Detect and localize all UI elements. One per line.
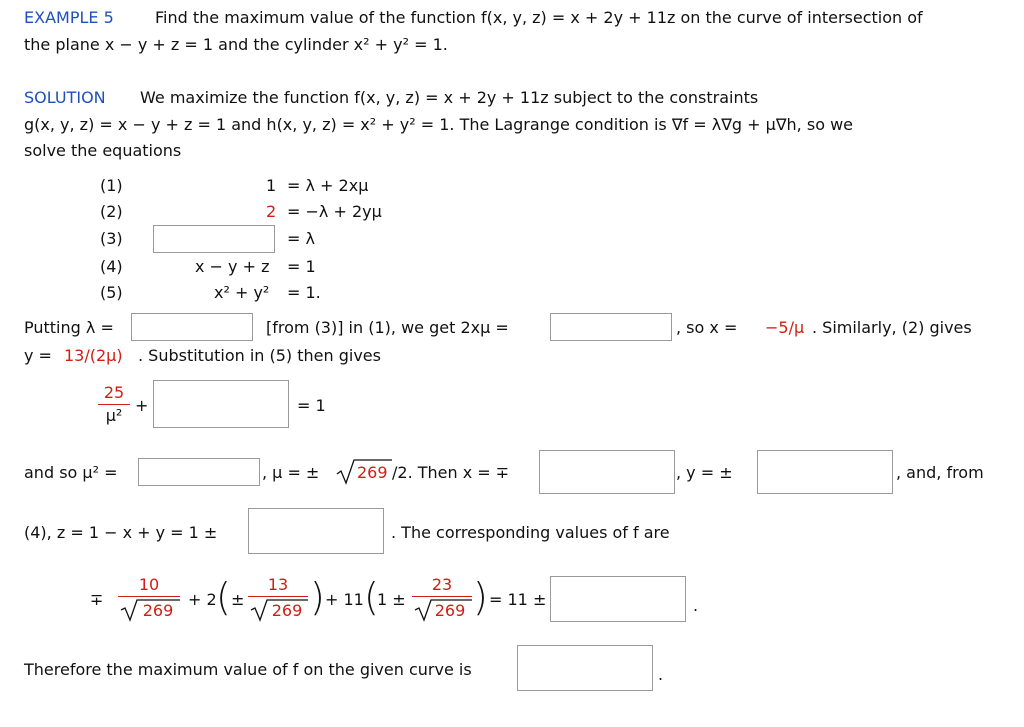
fexpr-plus2: + 2 (188, 590, 217, 609)
answer-box-substitution[interactable] (153, 380, 289, 428)
eq-rhs-2: = −λ + 2yμ (287, 202, 382, 221)
sub-plus: + (135, 396, 149, 415)
x-value: −5/μ (765, 318, 805, 337)
sub-frac-num: 25 (103, 383, 125, 402)
andso-prefix: and so μ² = (24, 463, 118, 482)
eq-num-5: (5) (100, 283, 123, 302)
sub-eq: = 1 (297, 396, 326, 415)
eq-rhs-4: = 1 (287, 257, 316, 276)
f3-den: 269 (434, 601, 466, 620)
answer-box-eq3[interactable] (153, 225, 275, 253)
f2-bar (248, 596, 308, 597)
eq-lhs-2: 2 (266, 202, 277, 221)
y-prefix: y = (24, 346, 52, 365)
final-text: Therefore the maximum value of f on the given curve is (24, 660, 472, 679)
solution-line-1: We maximize the function f(x, y, z) = x + 2y + 11z subject to the constraints (140, 88, 759, 107)
answer-box-final[interactable] (517, 645, 653, 691)
f2-num: 13 (267, 575, 289, 594)
eq-lhs-5: x² + y² (214, 283, 270, 302)
problem-line-2: the plane x − y + z = 1 and the cylinder x² + y² = 1. (24, 35, 448, 54)
f2-den: 269 (271, 601, 303, 620)
example-label: EXAMPLE 5 (24, 8, 114, 27)
sqrt-arg: 269 (357, 463, 388, 482)
eq-num-1: (1) (100, 176, 123, 195)
z-prefix: (4), z = 1 − x + y = 1 ± (24, 523, 218, 542)
fexpr-result: = 11 ± (489, 590, 547, 609)
answer-box-z[interactable] (248, 508, 384, 554)
z-suffix: . The corresponding values of f are (391, 523, 670, 542)
eq-num-4: (4) (100, 257, 123, 276)
fexpr-sign1: ∓ (90, 590, 104, 609)
fexpr-one-pm: 1 ± (377, 590, 406, 609)
f1-bar (118, 596, 180, 597)
eq-rhs-3: = λ (287, 229, 315, 248)
eq-lhs-4: x − y + z (195, 257, 270, 276)
andso-tail: , and, from (896, 463, 984, 482)
putting-after-x: . Similarly, (2) gives (812, 318, 972, 337)
y-value: 13/(2μ) (64, 346, 123, 365)
putting-suffix: , so x = (676, 318, 738, 337)
final-period: . (658, 665, 664, 684)
sub-frac-bar (98, 404, 130, 405)
eq-num-2: (2) (100, 202, 123, 221)
answer-box-2xmu[interactable] (550, 313, 672, 341)
putting-prefix: Putting λ = (24, 318, 114, 337)
f3-bar (412, 596, 472, 597)
f1-num: 10 (138, 575, 160, 594)
andso-mu: , μ = ± (262, 463, 320, 482)
y-suffix: . Substitution in (5) then gives (138, 346, 381, 365)
eq-num-3: (3) (100, 229, 123, 248)
right-paren-2: ) (473, 575, 488, 619)
eq-lhs-1: 1 (266, 176, 277, 195)
left-paren-2: ( (364, 575, 379, 619)
andso-mu-tail: /2. Then x = ∓ (392, 463, 510, 482)
putting-mid: [from (3)] in (1), we get 2xμ = (266, 318, 509, 337)
andso-y: , y = ± (676, 463, 733, 482)
answer-box-lambda[interactable] (131, 313, 253, 341)
solution-line-3: solve the equations (24, 141, 182, 160)
solution-line-2: g(x, y, z) = x − y + z = 1 and h(x, y, z) = x² + y² = 1. The Lagrange condition is ∇f = λ∇g + μ∇h, so we (24, 115, 853, 134)
answer-box-mu2[interactable] (138, 458, 260, 486)
answer-box-x[interactable] (539, 450, 675, 494)
eq-rhs-5: = 1. (287, 283, 321, 302)
problem-line-1: Find the maximum value of the function f(x, y, z) = x + 2y + 11z on the curve of intersection of (155, 8, 923, 27)
right-paren-1: ) (310, 575, 325, 619)
answer-box-y[interactable] (757, 450, 893, 494)
solution-label: SOLUTION (24, 88, 106, 107)
answer-box-f[interactable] (550, 576, 686, 622)
eq-rhs-1: = λ + 2xμ (287, 176, 369, 195)
fexpr-period: . (693, 596, 699, 615)
fexpr-plus11: + 11 (325, 590, 364, 609)
f3-num: 23 (431, 575, 453, 594)
sub-frac-den: μ² (105, 406, 123, 425)
fexpr-pm2: ± (231, 590, 245, 609)
f1-den: 269 (142, 601, 174, 620)
left-paren-1: ( (216, 575, 231, 619)
